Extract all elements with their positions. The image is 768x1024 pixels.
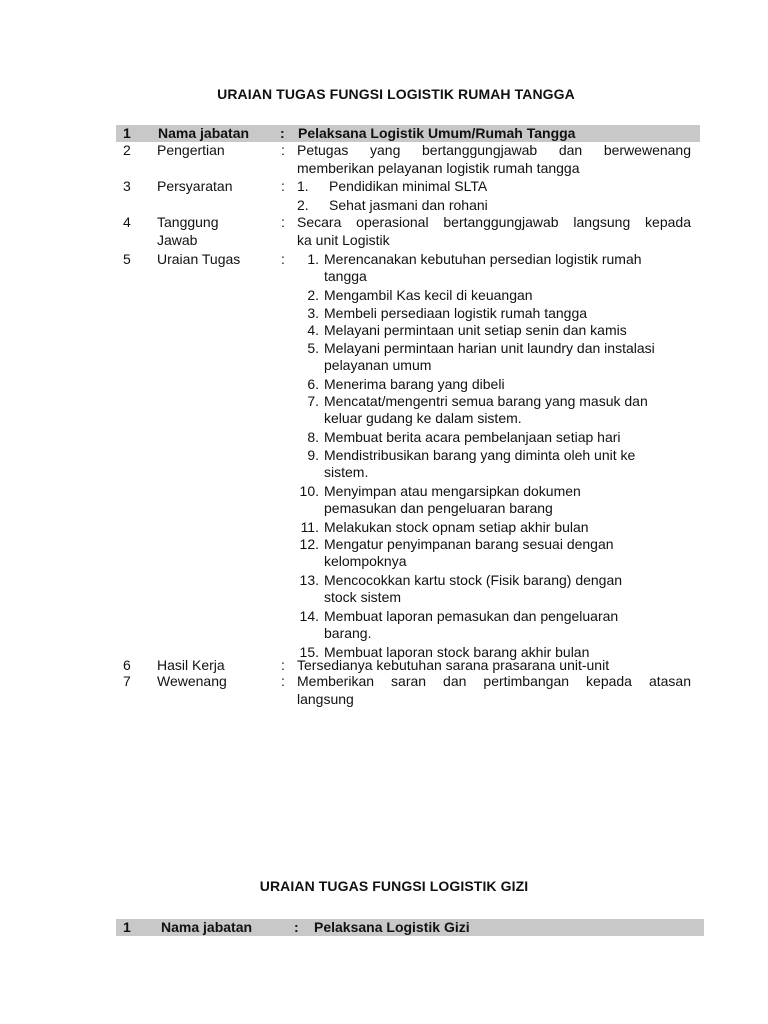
row-colon: : (281, 142, 285, 158)
list-num: 1. (297, 178, 309, 194)
row-colon: : (281, 178, 285, 194)
document-title: URAIAN TUGAS FUNGSI LOGISTIK GIZI (259, 878, 529, 894)
list-item (297, 251, 697, 287)
list-text: Menerima barang yang dibeli (324, 375, 505, 392)
row-colon: : (281, 251, 285, 267)
row-value-line: Secara operasional bertanggungjawab langsung kepada (297, 214, 691, 230)
row-label: Pengertian (157, 142, 225, 158)
document-title: URAIAN TUGAS FUNGSI LOGISTIK RUMAH TANGGA (217, 86, 575, 102)
list-item (297, 536, 697, 572)
list-text: Membuat laporan stock barang akhir bulan (324, 644, 590, 660)
list-num: 9. (307, 446, 319, 463)
row-label: Tanggung (157, 214, 219, 230)
list-text: barang. (324, 625, 372, 641)
list-num: 7. (307, 393, 319, 409)
list-num: 8. (307, 429, 319, 445)
row-label: Uraian Tugas (157, 251, 241, 267)
list-item (297, 447, 697, 483)
header-colon: : (294, 919, 299, 935)
list-num: 4. (307, 322, 319, 338)
list-item (297, 287, 697, 305)
row-label: Persyaratan (157, 178, 233, 194)
list-num: 2. (307, 287, 319, 303)
list-text: Mengatur penyimpanan barang sesuai dengan (324, 536, 614, 552)
list-text: Menyimpan atau mengarsipkan dokumen (324, 482, 581, 499)
list-text: Mengambil Kas kecil di keuangan (324, 287, 533, 303)
list-num: 3. (307, 304, 319, 321)
row-num: 3 (123, 178, 131, 194)
row-colon: : (281, 673, 285, 689)
list-text: Melayani permintaan harian unit laundry dan instalasi (324, 339, 655, 356)
list-item (297, 519, 697, 537)
list-text: Melayani permintaan unit setiap senin dan kamis (324, 322, 627, 338)
header-row (116, 919, 704, 936)
list-num: 1. (307, 251, 319, 267)
list-num: 11. (300, 518, 319, 535)
row-colon: : (281, 657, 285, 673)
row-label: Hasil Kerja (157, 657, 225, 673)
row-value-line: ka unit Logistik (297, 232, 390, 248)
list-item (297, 376, 697, 394)
row-colon: : (281, 214, 285, 230)
list-text: keluar gudang ke dalam sistem. (324, 410, 522, 426)
list-text: Mencatat/mengentri semua barang yang masuk dan (324, 393, 648, 409)
row-num: 7 (123, 673, 131, 689)
list-num: 6. (307, 375, 319, 392)
list-item (297, 429, 697, 447)
list-text: kelompoknya (324, 553, 407, 569)
list-text: Membuat laporan pemasukan dan pengeluaran (324, 608, 619, 624)
header-label: Nama jabatan (158, 125, 250, 141)
list-num: 14. (299, 608, 319, 624)
list-text: tangga (324, 268, 367, 284)
list-text: Membuat berita acara pembelanjaan setiap hari (324, 429, 621, 445)
list-text: Merencanakan kebutuhan persedian logistik rumah (324, 251, 642, 267)
list-item (297, 305, 697, 323)
list-text: Mencocokkan kartu stock (Fisik barang) dengan (324, 572, 623, 588)
list-item (297, 483, 697, 519)
list-num: 2. (297, 197, 309, 213)
list-text: Membeli persediaan logistik rumah tangga (324, 304, 588, 321)
row-num: 4 (123, 214, 131, 230)
list-num: 13. (299, 572, 319, 588)
list-text: Sehat jasmani dan rohani (329, 197, 488, 213)
row-value-line: Memberikan saran dan pertimbangan kepada atasan (297, 673, 691, 689)
row-value-line: langsung (297, 691, 354, 707)
row-num: 6 (123, 657, 131, 673)
list-item (297, 393, 697, 429)
list-text: Pendidikan minimal SLTA (329, 178, 488, 194)
list-text: pelayanan umum (324, 356, 432, 373)
row-value: Tersedianya kebutuhan sarana prasarana unit-unit (297, 657, 610, 673)
row-value-line: memberikan pelayanan logistik rumah tangga (297, 160, 580, 176)
list-text: stock sistem (324, 589, 402, 605)
list-num: 10. (299, 482, 319, 499)
list-num: 5. (307, 339, 319, 356)
header-num: 1 (123, 125, 131, 141)
row-value-line: Petugas yang bertanggungjawab dan berwewenang (297, 142, 691, 158)
list-text: Mendistribusikan barang yang diminta oleh unit ke (324, 446, 636, 463)
task-list (297, 251, 697, 662)
list-num: 15. (299, 644, 319, 660)
header-colon: : (280, 125, 285, 141)
list-text: sistem. (324, 463, 369, 480)
header-label: Nama jabatan (161, 919, 253, 935)
row-label: Jawab (157, 232, 198, 248)
header-row (116, 125, 700, 142)
list-text: pemasukan dan pengeluaran barang (324, 499, 553, 516)
header-value: Pelaksana Logistik Umum/Rumah Tangga (298, 125, 576, 141)
header-value: Pelaksana Logistik Gizi (314, 919, 470, 935)
list-item (297, 608, 697, 644)
header-num: 1 (123, 919, 131, 935)
list-text: Melakukan stock opnam setiap akhir bulan (324, 518, 589, 535)
list-num: 12. (299, 536, 319, 552)
row-num: 5 (123, 251, 131, 267)
row-num: 2 (123, 142, 131, 158)
row-label: Wewenang (157, 673, 227, 689)
list-item (297, 340, 697, 376)
list-item (297, 322, 697, 340)
list-item (297, 572, 697, 608)
